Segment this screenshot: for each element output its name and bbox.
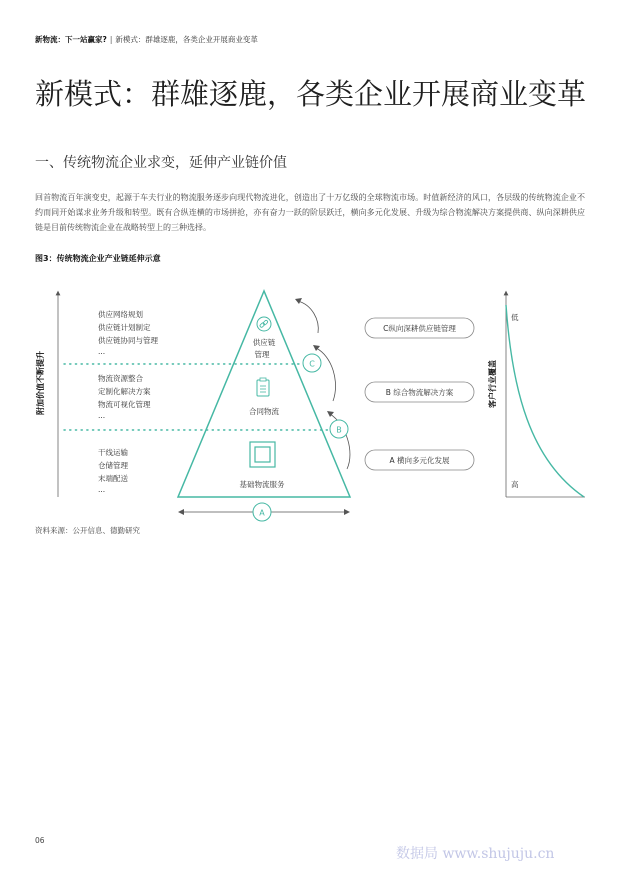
figure-source: 资料来源：公开信息、德勤研究	[35, 526, 140, 535]
list-item: 干线运输	[98, 448, 128, 457]
marker-a	[253, 503, 271, 521]
page-number: 06	[35, 836, 45, 845]
document-icon	[257, 378, 269, 396]
list-item: 末端配送	[98, 474, 128, 483]
link-icon	[257, 317, 271, 331]
marker-a-label: A	[259, 508, 265, 518]
list-item: 物流资源整合	[98, 374, 143, 383]
list-item: 供应链协同与管理	[98, 336, 158, 345]
pyramid-label-top: 供应链	[252, 338, 276, 347]
marker-c-label: C	[309, 359, 315, 369]
figure-caption: 图3：传统物流企业产业链延伸示意	[35, 254, 161, 263]
left-axis-label: 附加价值不断提升	[36, 351, 45, 415]
list-item: 供应链计划制定	[98, 323, 151, 332]
right-axis-low: 低	[511, 313, 519, 322]
pyramid-label-top: 管理	[254, 350, 270, 359]
list-item: 供应网络规划	[98, 310, 143, 319]
list-item: 定制化解决方案	[98, 387, 151, 396]
strategy-label-a: A 横向多元化发展	[389, 456, 450, 465]
strategy-label-c: C纵向深耕供应链管理	[383, 324, 456, 333]
right-axis-label: 客户行业覆盖	[488, 360, 497, 408]
list-item: 物流可视化管理	[98, 400, 151, 409]
marker-b-label: B	[336, 425, 342, 435]
watermark: 数据局 www.shujuju.cn	[396, 846, 555, 862]
list-item: ...	[98, 347, 106, 356]
strategy-pill-c	[365, 318, 474, 338]
page-subtitle: 一、传统物流企业求变，延伸产业链价值	[35, 155, 287, 171]
pyramid-label-middle: 合同物流	[249, 407, 279, 416]
list-item: ...	[98, 411, 106, 420]
square-icon	[250, 442, 275, 467]
strategy-label-b: B 综合物流解决方案	[385, 388, 454, 397]
header-separator: |	[109, 35, 113, 44]
marker-c	[303, 354, 321, 372]
marker-b	[330, 420, 348, 438]
curved-arrow-c	[316, 348, 336, 401]
right-axis-high: 高	[511, 480, 519, 489]
report-title: 新物流：下一站赢家?	[35, 35, 107, 44]
tier-top-items	[98, 309, 158, 356]
pyramid-label-bottom: 基础物流服务	[239, 480, 285, 489]
strategy-pill-b	[365, 382, 474, 402]
coverage-curve	[506, 305, 584, 497]
body-paragraph: 回首物流百年演变史，起源于车夫行业的物流服务逐步向现代物流进化，创造出了十万亿级的全球物流市场。时值新经济的风口，各层级的传统物流企业不约而同开始谋求业务升级和转型。既有合纵连横的市场拼抢，亦有奋力一跃的阶层跃迁，横向多元化发展、升级为综合物流解决方案提供商、纵向深耕供应链是目前传统物流企业在战略转型上的三种选择。	[35, 193, 585, 232]
list-item: 仓储管理	[98, 461, 128, 470]
section-name: 新模式：群雄逐鹿，各类企业开展商业变革	[115, 35, 258, 44]
tier-middle-items	[98, 373, 151, 420]
tier-bottom-items	[98, 447, 128, 494]
list-item: ...	[98, 485, 106, 494]
page-title: 新模式：群雄逐鹿，各类企业开展商业变革	[35, 77, 587, 111]
strategy-pill-a	[365, 450, 474, 470]
curved-arrow-top	[298, 301, 318, 333]
